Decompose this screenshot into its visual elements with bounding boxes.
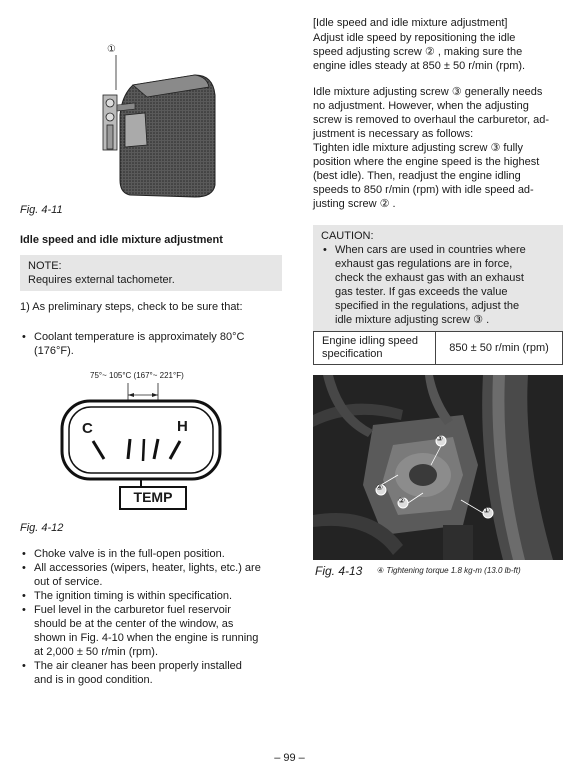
fig-4-11-illustration [75,45,225,205]
section-heading: Idle speed and idle mixture adjustment [20,234,223,246]
gauge-hot-letter: H [177,418,188,435]
subsection-title: [Idle speed and idle mixture adjustment] [313,17,508,29]
fig-4-13-photo [313,375,563,560]
checklist-item-ignition: • The ignition timing is within specification. [20,589,282,603]
mixture-paragraph: Idle mixture adjusting screw ③ generally needs no adjustment. However, when the adjusting screw is removed to overhaul the carburetor, ad- justment is necessary as follows: Tighten idle mixture adjusting screw ③ fully position where the engine speed is the highest (best idle). Then, readjust the engine idling speeds to 850 r/min (rpm) with idle speed ad- justing screw ② . [313,86,550,210]
carburetor-part-drawing [75,45,225,205]
caution-bullet: • When cars are used in countries where exhaust gas regulations are in force, check the exhaust gas with an exhaust gas tester. If gas exceeds the value specified in the regulations, adjust the idle mixture adjusting screw ③ . [321,243,555,327]
fig-4-13-caption: Fig. 4-13 [315,564,363,578]
spec-row [314,332,563,365]
temperature-range-label: 75°~ 105°C (167°~ 221°F) [90,371,184,380]
note-text: Requires external tachometer. [28,274,175,286]
photo-callout-4: ④ [376,483,384,492]
carburetor-photo-drawing [313,375,563,560]
fig-4-12-caption: Fig. 4-12 [20,522,64,534]
idle-speed-paragraph: Adjust idle speed by repositioning the idle speed adjusting screw ② , making sure the engine idles steady at 850 ± 50 r/min (rpm). [313,32,526,72]
gauge-temp-label: TEMP [133,489,173,505]
checklist-item-fuel-level: • Fuel level in the carburetor fuel reservoir should be at the center of the window, as shown in Fig. 4-10 when the engine is running at 2,000 ± 50 r/min (rpm). [20,603,282,659]
fig-4-11-callout: ① [107,44,116,55]
caution-box [313,225,563,331]
spec-value-cell: 850 ± 50 r/min (rpm) [436,332,563,365]
checklist [20,547,282,687]
coolant-line-1: • Coolant temperature is approximately 80°C [34,331,245,343]
checklist-item-accessories: • All accessories (wipers, heater, lights, etc.) are out of service. [20,561,282,589]
fig-4-13-note: ④ Tightening torque 1.8 kg-m (13.0 lb-ft) [377,566,521,575]
coolant-bullet [20,330,284,358]
fig-4-11-caption: Fig. 4-11 [20,204,63,216]
page-number: – 99 – [274,752,305,764]
coolant-line-2: (176°F). [34,345,74,357]
photo-callout-1: ① [483,506,491,515]
gauge-cold-letter: C [82,420,93,437]
note-title: NOTE: [28,260,62,272]
photo-callout-3: ③ [436,434,444,443]
checklist-item-choke: • Choke valve is in the full-open position. [20,547,282,561]
checklist-item-air-cleaner: • The air cleaner has been properly installed and is in good condition. [20,659,282,687]
idle-speed-spec-table [313,331,563,365]
left-column [20,0,282,740]
caution-title: CAUTION: [321,230,374,242]
spec-label-cell: Engine idling speed specification [314,332,436,365]
note-box [20,255,282,291]
right-column [313,0,565,740]
step-1-text: 1) As preliminary steps, check to be sure that: [20,301,243,313]
photo-callout-2: ② [398,496,406,505]
